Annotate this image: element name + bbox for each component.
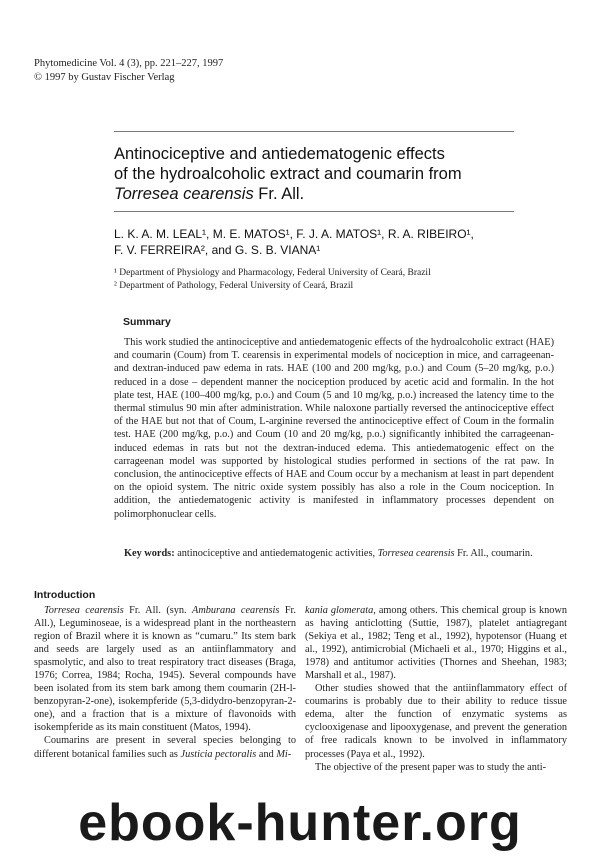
summary-heading: Summary (123, 316, 171, 328)
intro-p2-species-2: Mi- (276, 748, 292, 760)
keywords (114, 547, 554, 560)
intro-p1-text-b: Fr. All.), Leguminoseae, is a widespread plant in the northeastern region of Brazil where it is known as “cumaru.” Its stem bark and seeds are largely used as an antiinflammatory and spasmolytic, and also to treat respiratory tract diseases (Braga, 1976; Correa, 1984; Rocha, 1945). Several compounds have been isolated from its stem bark among them coumarin (2H-l-benzopyran-2-one), isokempferide (5,3-didydro-benzopyran-2-one), and a fraction that is a mixture of flavonoids with isokempferide as its main constituent (Matos, 1994). (34, 605, 296, 734)
author-list (114, 226, 554, 258)
summary-text: This work studied the antinociceptive and antiedematogenic effects of the hydroalcoholic extract (HAE) and coumarin (Coum) from T. cearensis in experimental models of nociception in mice, and carrageenan- and dextran-induced paw edema in rats. HAE (100 and 200 mg/kg, p.o.) and Coum (5–20 mg/kg, p.o.) reduced in a dose – dependent manner the nociception produced by acetic acid and formalin. In the hot plate test, HAE (100–400 mg/kg, p.o.) and Coum (5 and 10 mg/kg, p.o.) increased the latency time to the thermal stimulus 90 min after administration. While naloxone partially reversed the antinociceptive effect of the HAE but not that of Coum, L-arginine reversed the antinociceptive effect of Coum in the formalin test. HAE (200 mg/kg, p.o.) and Coum (10 and 20 mg/kg, p.o.) significantly inhibited the carrageenan-induced edemas in rats but not the dextran-induced edema. This antiedematogenic effect on the carrageenan model was supported by histological studies performed in sections of the rat paw. In conclusion, the antinociceptive effects of HAE and Coum occur by a mechanism at least in part dependent on the opioid system. The nitric oxide system possibly has also a role in the Coum nociception. In addition, the antiedematogenic activity is manifested in inflammatory processes dependent on polimorphonuclear cells. (114, 337, 554, 520)
keywords-species: Torresea cearensis (377, 548, 455, 559)
journal-citation: Phytomedicine Vol. 4 (3), pp. 221–227, 1997 (34, 58, 224, 69)
authors-line-2: F. V. FERREIRA², and G. S. B. VIANA¹ (114, 243, 321, 257)
intro-paragraph-4: Other studies showed that the antiinflammatory effect of coumarins is probably due to their ability to reduce tissue edema, alter the function of enzymatic systems as cyclooxigenase and lipooxygenase, and prevent the generation of free radicals known to be involved in inflammatory processes (Paya et al., 1992). (305, 683, 567, 760)
intro-left-column (34, 604, 296, 761)
intro-p2-species: Justicia pectoralis (180, 748, 257, 760)
keywords-text-b: Fr. All., coumarin. (454, 548, 533, 559)
intro-paragraph-2 (34, 734, 296, 760)
intro-right-column (305, 604, 567, 774)
intro-p3-text: among others. This chemical group is known as having anticlotting (Suttie, 1987), platelet antiagregant (Sekiya et al., 1982; Teng et al., 1992), hypotensor (Huang et al., 1992), antimicrobial (Michaeli et al., 1970; Higgins et al., 1978) and antitumor activities (Thornes and Sheehan, 1983; Marshall et al., 1987). (305, 605, 567, 682)
watermark-logo: ebook-hunter.org (78, 794, 522, 852)
affiliations (114, 267, 431, 292)
article-title (114, 144, 534, 204)
authors-line-1: L. K. A. M. LEAL¹, M. E. MATOS¹, F. J. A. MATOS¹, R. A. RIBEIRO¹, (114, 227, 474, 241)
title-bottom-rule (114, 211, 514, 212)
title-line-2: of the hydroalcoholic extract and coumarin from (114, 165, 462, 183)
intro-p3-species: kania glomerata, (305, 605, 376, 616)
intro-paragraph-5: The objective of the present paper was to study the anti- (315, 761, 547, 773)
title-authority: Fr. All. (253, 185, 305, 203)
intro-p2-text-a: Coumarins are present in several species belonging to different botanical families such as (34, 735, 296, 760)
intro-species: Torresea cearensis (44, 605, 124, 616)
intro-p2-text-b: and (256, 748, 277, 760)
intro-p1-text-a: Fr. All. (syn. (123, 605, 193, 616)
keywords-label: Key words: (124, 548, 175, 559)
journal-header (34, 57, 223, 85)
title-top-rule (114, 131, 514, 132)
affiliation-1: ¹ Department of Physiology and Pharmacology, Federal University of Ceará, Brazil (114, 268, 431, 278)
introduction-heading: Introduction (34, 589, 96, 601)
intro-paragraph-3 (305, 604, 567, 682)
title-species: Torresea cearensis (114, 185, 254, 203)
intro-synonym: Amburana cearensis (192, 605, 280, 616)
intro-paragraph-1 (34, 604, 296, 734)
affiliation-2: ² Department of Pathology, Federal University of Ceará, Brazil (114, 280, 354, 291)
title-line-3 (114, 184, 534, 204)
keywords-text-a: antinociceptive and antiedematogenic activities, (174, 548, 378, 559)
title-line-1: Antinociceptive and antiedematogenic effects (114, 145, 445, 163)
journal-copyright: © 1997 by Gustav Fischer Verlag (34, 72, 175, 83)
